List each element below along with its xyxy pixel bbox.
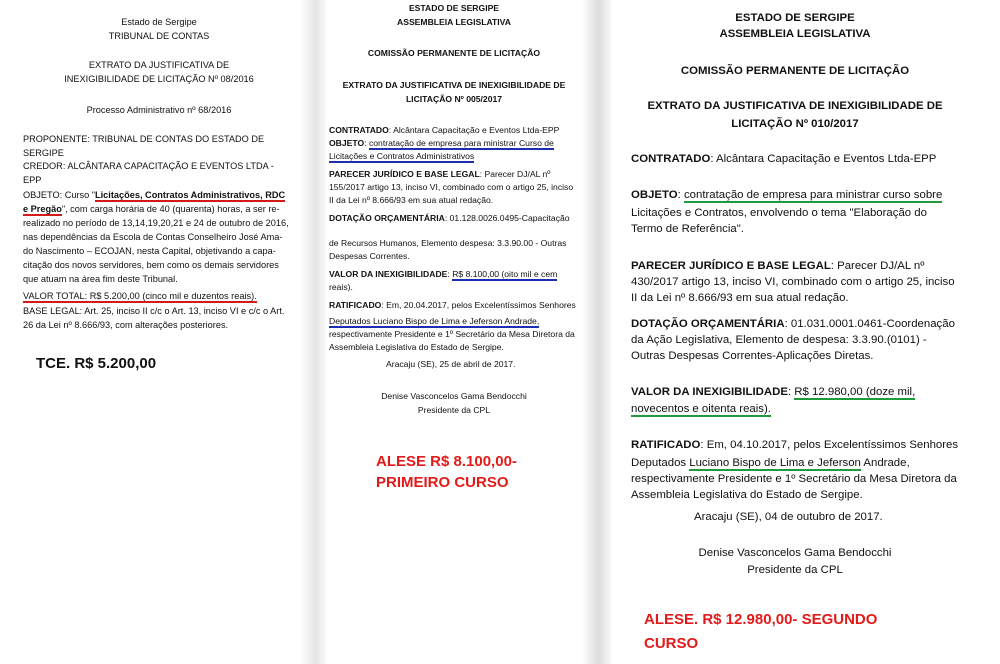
title-line-2: LICITAÇÃO Nº 005/2017 — [405, 94, 503, 104]
parecer-line-2: 430/2017 artigo 13, inciso VI, combinado com o artigo 25, inciso — [631, 276, 955, 288]
contratado — [329, 124, 559, 137]
valor-line-2 — [631, 402, 771, 418]
title-line-1: EXTRATO DA JUSTIFICATIVA DE — [88, 60, 230, 70]
valor-line-1: VALOR DA INEXIGIBILIDADE: R$ 12.980,00 (doze mil, — [631, 386, 916, 398]
header-org: ASSEMBLEIA LEGISLATIVA — [719, 28, 871, 40]
valor-line-1: VALOR DA INEXIGIBILIDADE: R$ 8.100,00 (oito mil e cem — [329, 269, 558, 279]
commission: COMISSÃO PERMANENTE DE LICITAÇÃO — [680, 65, 910, 77]
process-number: Processo Administrativo nº 68/2016 — [86, 105, 232, 115]
ratificado-line-1 — [631, 438, 958, 454]
header-state: ESTADO DE SERGIPE — [408, 3, 500, 13]
parecer-label: PARECER JURÍDICO E BASE LEGAL — [329, 169, 480, 179]
deputies-names: Deputados Luciano Bispo de Lima e Jeferson Andrade, — [329, 316, 540, 326]
ratificado-line-1 — [329, 299, 576, 312]
ratificado-label: RATIFICADO — [329, 300, 382, 310]
objeto-value: contratação de empresa para ministrar curso sobre — [683, 189, 943, 201]
valor-total-text: VALOR TOTAL: R$ 5.200,00 (cinco mil e duzentos reais). — [23, 291, 257, 301]
valor-label: VALOR DA INEXIGIBILIDADE — [631, 386, 788, 398]
parecer-value: : Parecer DJ/AL nº — [830, 260, 925, 272]
ratificado-value: : Em, 04.10.2017, pelos Excelentíssimos Senhores — [700, 439, 959, 451]
parecer-line-2: 155/2017 artigo 13, inciso VI, combinado com o artigo 25, inciso — [329, 182, 574, 192]
credor-line-2: EPP — [23, 175, 42, 185]
ratificado-value: : Em, 20.04.2017, pelos Excelentíssimos Senhores — [381, 300, 576, 310]
alese-first-callout-line-2: PRIMEIRO CURSO — [376, 474, 509, 491]
contratado-label: CONTRATADO — [329, 125, 389, 135]
objeto-prefix: OBJETO: Curso " — [23, 190, 96, 200]
dotacao-value: : 01.031.0001.0461-Coordenação — [784, 318, 955, 330]
valor-line-2: reais). — [329, 282, 353, 292]
course-name-end: e Pregão — [23, 204, 62, 214]
objeto-line-2: Licitações e Contratos, envolvendo o tema "Elaboração do — [631, 207, 927, 219]
alese-second-callout-line-2: CURSO — [644, 635, 699, 652]
deputies-names: Luciano Bispo de Lima e Jeferson — [689, 457, 861, 469]
base-legal-line-2: 26 da Lei nº 8.666/93, com alterações posteriores. — [23, 320, 229, 330]
contratado-value: : Alcântara Capacitação e Eventos Ltda-EPP — [710, 153, 937, 165]
base-legal-line-1: BASE LEGAL: Art. 25, inciso II c/c o Art. 13, inciso VI e c/c o Art. — [23, 306, 285, 316]
alese-second-callout-line-1: ALESE. R$ 12.980,00- SEGUNDO — [644, 611, 878, 628]
ratificado-label: RATIFICADO — [631, 439, 701, 451]
valor-total — [23, 290, 257, 303]
proponente-line-1: PROPONENTE: TRIBUNAL DE CONTAS DO ESTADO DE — [23, 134, 265, 144]
objeto-line-1: OBJETO: contratação de empresa para ministrar curso sobre — [631, 189, 943, 201]
signer-role: Presidente da CPL — [747, 564, 843, 576]
header-state: ESTADO DE SERGIPE — [735, 12, 855, 24]
commission: COMISSÃO PERMANENTE DE LICITAÇÃO — [367, 48, 541, 58]
objeto-label: OBJETO — [631, 189, 678, 201]
signer-name: Denise Vasconcelos Gama Bendocchi — [698, 547, 892, 559]
title-line-1: EXTRATO DA JUSTIFICATIVA DE INEXIGIBILIDADE DE — [342, 80, 566, 90]
dotacao-label: DOTAÇÃO ORÇAMENTÁRIA — [329, 213, 445, 223]
dotacao-line-1 — [631, 317, 955, 333]
valor-value: R$ 12.980,00 (doze mil, — [794, 386, 916, 398]
parecer-line-1 — [329, 168, 550, 181]
objeto-line-3: realizado no período de 13,14,19,20,21 e 24 de outubro de 2016, — [23, 218, 289, 228]
objeto-label: OBJETO — [329, 138, 365, 148]
dotacao-label: DOTAÇÃO ORÇAMENTÁRIA — [631, 318, 785, 330]
contratado-value: : Alcântara Capacitação e Eventos Ltda-EPP — [388, 125, 560, 135]
objeto-line-2 — [23, 203, 280, 216]
ratificado-line-4: Assembleia Legislativa do Estado de Sergipe. — [329, 342, 504, 352]
objeto-line-1 — [23, 189, 285, 202]
ratificado-line-4: Assembleia Legislativa do Estado de Sergipe. — [631, 489, 863, 501]
dotacao-line-1 — [329, 212, 570, 225]
parecer-label: PARECER JURÍDICO E BASE LEGAL — [631, 260, 831, 272]
ratificado-line-2 — [329, 315, 539, 328]
objeto-line-4: nas dependências da Escola de Contas Conselheiro José Ama- — [23, 232, 283, 242]
date-line: Aracaju (SE), 25 de abril de 2017. — [386, 359, 516, 369]
title-line-2: LICITAÇÃO Nº 010/2017 — [731, 118, 859, 130]
objeto-line-2 — [329, 150, 474, 163]
dotacao-line-2: da Ação Legislativa, Elemento de despesa: 3.3.90.(0101) - — [631, 334, 927, 346]
objeto-ecojan: – ECOJAN, nesta Capital, objetivando a capa- — [84, 246, 276, 256]
course-name: Licitações, Contratos Administrativos, RDC — [95, 190, 286, 200]
objeto-value: contratação de empresa para ministrar Curso de — [368, 138, 554, 148]
objeto-name-end: do Nascimento — [23, 246, 85, 256]
valor-value: R$ 8.100,00 (oito mil e cem — [452, 269, 558, 279]
objeto-line-7: que atuam na área fim deste Tribunal. — [23, 274, 178, 284]
ratificado-line-2 — [631, 456, 910, 472]
objeto-value-2: Licitações e Contratos Administrativos — [329, 151, 475, 161]
objeto-hours: ", com carga horária de 40 (quarenta) horas, a ser re- — [61, 204, 280, 214]
parecer-value: : Parecer DJ/AL nº — [479, 169, 551, 179]
header-org: ASSEMBLEIA LEGISLATIVA — [397, 17, 511, 27]
ratificado-andrade: Andrade, — [860, 457, 910, 469]
objeto-line-5 — [23, 245, 276, 258]
title-line-1: EXTRATO DA JUSTIFICATIVA DE INEXIGIBILIDADE DE — [647, 100, 943, 112]
header-org: TRIBUNAL DE CONTAS — [108, 31, 210, 41]
parecer-line-1 — [631, 259, 924, 275]
parecer-line-3: II da Lei nº 8.666/93 em sua atual redação. — [631, 292, 849, 304]
title-line-2: INEXIGIBILIDADE DE LICITAÇÃO Nº 08/2016 — [64, 74, 254, 84]
contratado-label: CONTRATADO — [631, 153, 711, 165]
contratado — [631, 152, 936, 168]
ratificado-deputados: Deputados — [631, 457, 690, 469]
objeto-line-1: OBJETO: contratação de empresa para ministrar Curso de — [329, 138, 554, 148]
ratificado-line-3: respectivamente Presidente e 1º Secretário da Mesa Diretora da — [329, 329, 575, 339]
signer-name: Denise Vasconcelos Gama Bendocchi — [381, 391, 527, 401]
tce-callout: TCE. R$ 5.200,00 — [36, 355, 157, 372]
valor-label: VALOR DA INEXIGIBILIDADE — [329, 269, 448, 279]
valor-value-2: novecentos e oitenta reais). — [631, 403, 771, 415]
parecer-line-3: II da Lei nº 8.666/93 em sua atual redação. — [329, 195, 494, 205]
objeto-line-3: Termo de Referência". — [631, 223, 744, 235]
proponente-line-2: SERGIPE — [23, 148, 64, 158]
credor-line-1: CREDOR: ALCÂNTARA CAPACITAÇÃO E EVENTOS LTDA - — [23, 161, 274, 171]
signer-role: Presidente da CPL — [417, 405, 491, 415]
date-line: Aracaju (SE), 04 de outubro de 2017. — [694, 511, 883, 523]
alese-first-callout-line-1: ALESE R$ 8.100,00- — [376, 453, 517, 470]
objeto-line-6: citação dos novos servidores, bem como os demais servidores — [23, 260, 279, 270]
ratificado-line-3: respectivamente Presidente e 1º Secretário da Mesa Diretora da — [631, 473, 957, 485]
header-state: Estado de Sergipe — [121, 17, 197, 27]
dotacao-value: : 01.128.0026.0495-Capacitação — [444, 213, 570, 223]
dotacao-line-2: de Recursos Humanos, Elemento despesa: 3.3.90.00 - Outras — [329, 238, 567, 248]
dotacao-line-3: Outras Despesas Correntes-Aplicações Diretas. — [631, 350, 874, 362]
dotacao-line-3: Despesas Correntes. — [329, 251, 410, 261]
